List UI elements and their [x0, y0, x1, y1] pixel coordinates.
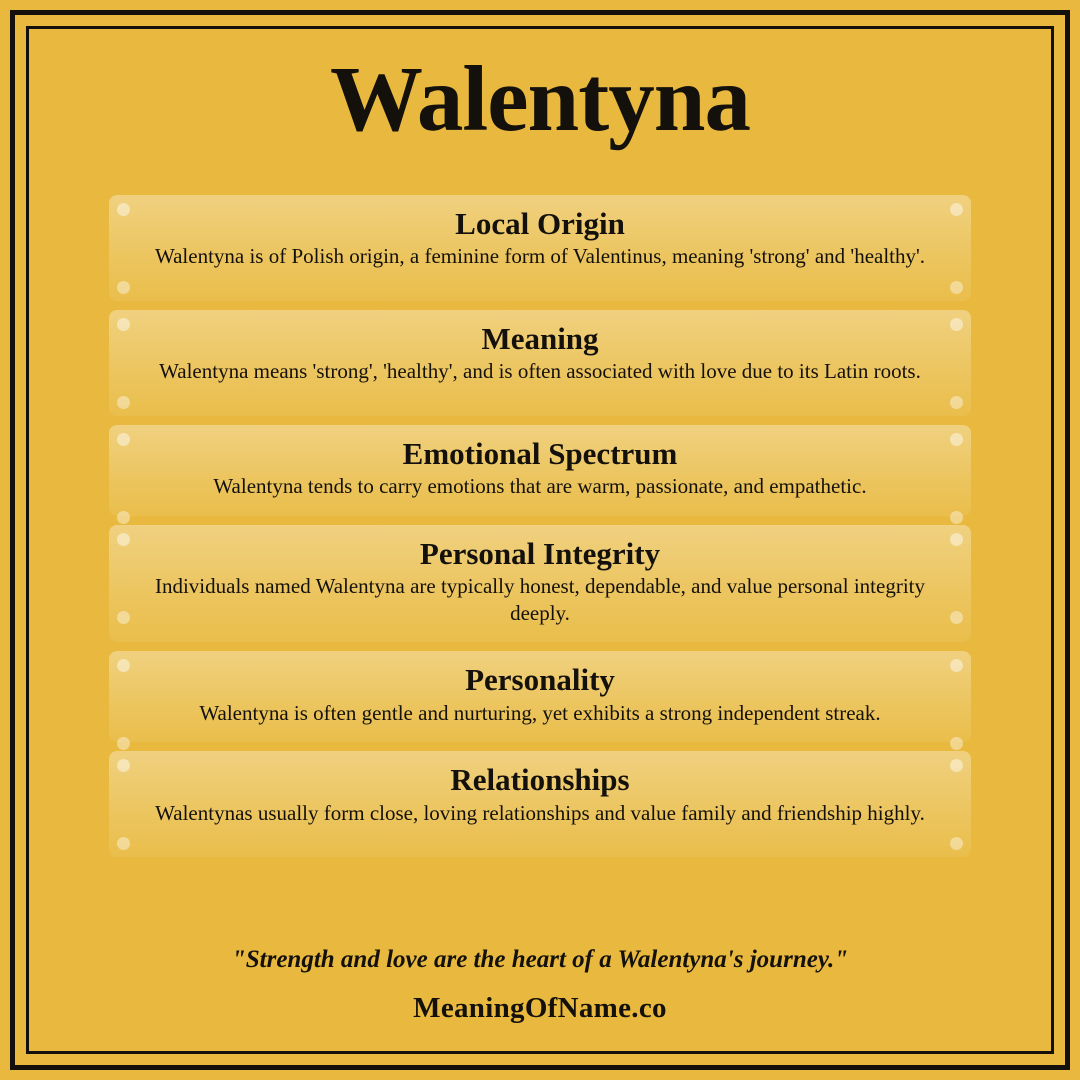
- section-card-emotional-spectrum: [109, 425, 971, 516]
- section-body: Individuals named Walentyna are typically honest, dependable, and value personal integrity deeply.: [154, 573, 925, 625]
- tagline-quote: "Strength and love are the heart of a Walentyna's journey.": [231, 946, 849, 973]
- section-heading: Personal Integrity: [419, 535, 661, 571]
- brand-name: MeaningOfName.co: [413, 992, 667, 1024]
- section-heading: Local Origin: [455, 205, 625, 241]
- section-body: Walentyna is of Polish origin, a feminine form of Valentinus, meaning 'strong' and 'healthy'.: [154, 243, 926, 268]
- section-card-personal-integrity: [109, 525, 971, 643]
- section-heading: Emotional Spectrum: [402, 435, 678, 471]
- section-body: Walentyna is often gentle and nurturing, yet exhibits a strong independent streak.: [199, 700, 881, 725]
- section-body: Walentyna means 'strong', 'healthy', and is often associated with love due to its Latin roots.: [159, 358, 921, 383]
- section-heading: Meaning: [481, 320, 599, 356]
- section-heading: Relationships: [450, 762, 630, 798]
- page-title: Walentyna: [330, 48, 750, 151]
- section-card-local-origin: [109, 195, 971, 301]
- section-card-relationships: [109, 751, 971, 857]
- poster-content: [29, 29, 1051, 1051]
- section-card-personality: [109, 651, 971, 742]
- section-heading: Personality: [465, 662, 615, 698]
- poster-footer: [29, 946, 1051, 1051]
- section-body: Walentyna tends to carry emotions that are warm, passionate, and empathetic.: [213, 473, 867, 498]
- section-body: Walentynas usually form close, loving relationships and value family and friendship highly.: [155, 800, 925, 825]
- sections-list: [109, 195, 971, 867]
- section-card-meaning: [109, 310, 971, 416]
